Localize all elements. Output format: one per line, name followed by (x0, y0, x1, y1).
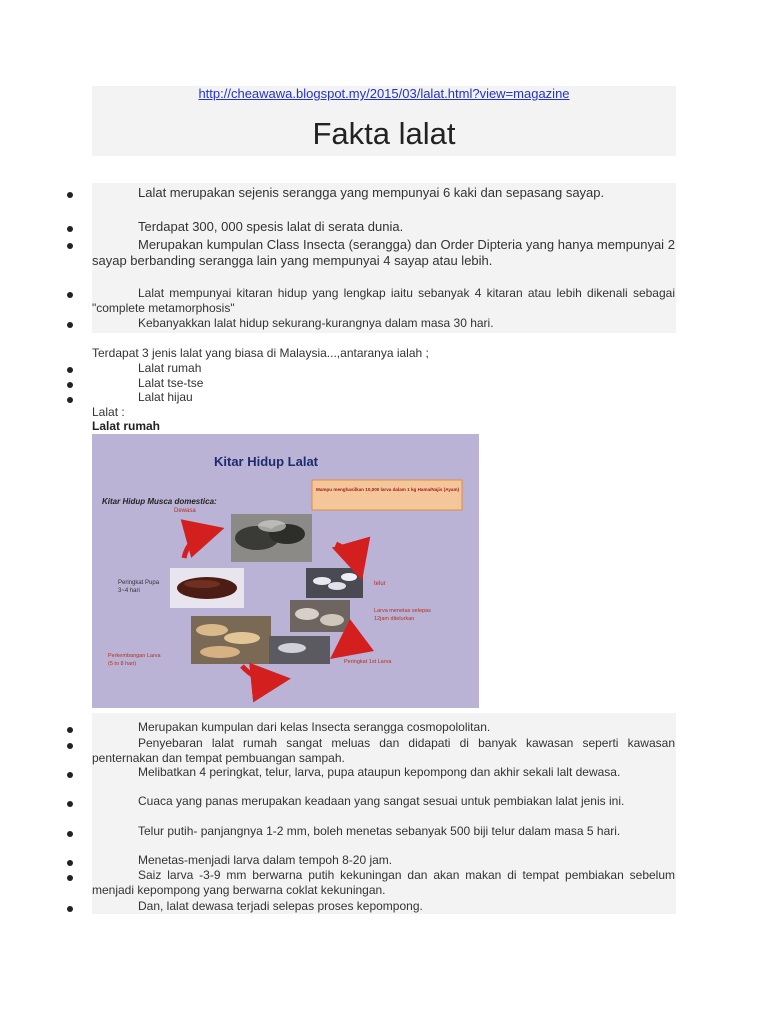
label-larva-dev: Perkembangan Larva (108, 653, 161, 659)
life-cycle-diagram (92, 434, 479, 708)
list-item: Melibatkan 4 peringkat, telur, larva, pupa ataupun kepompong dan akhir sekali lalt dewasa. (138, 765, 621, 779)
label-telur: telur (374, 581, 386, 587)
page-title: Fakta lalat (312, 116, 456, 151)
list-item: Dan, lalat dewasa terjadi selepas proses kepompong. (138, 899, 423, 913)
bullet (67, 382, 73, 388)
bullet (67, 801, 73, 807)
label-larva-hatch-time: 12jam ditelurkan (374, 616, 415, 622)
hatching-larvae-image (290, 600, 350, 632)
bullet (67, 367, 73, 373)
larvae-image (191, 616, 271, 664)
first-larva-image (269, 636, 330, 664)
list-item: Menetas-menjadi larva dalam tempoh 8-20 jam. (138, 853, 393, 867)
eggs-image (306, 568, 363, 598)
bullet (67, 831, 73, 837)
header-box (92, 86, 676, 156)
bullet (67, 292, 73, 298)
label-pupa-time: 3~4 hari (118, 588, 140, 594)
list-item: Lalat hijau (138, 390, 193, 404)
diagram-title: Kitar Hidup Lalat (214, 454, 319, 469)
list-item: Telur putih- panjangnya 1-2 mm, boleh menetas sebanyak 500 biji telur dalam masa 5 hari. (138, 824, 621, 838)
bullet (67, 243, 73, 249)
bullet (67, 906, 73, 912)
adult-fly-image (231, 514, 312, 562)
list-item: Saiz larva -3-9 mm berwarna putih kekuningan dan akan makan di tempat pembiakan sebelum menjadi kepompong yang berwarna coklat kekuningan. (92, 868, 675, 897)
bullet (67, 192, 73, 198)
section-heading: Lalat rumah (92, 419, 161, 433)
source-url-link[interactable]: http://cheawawa.blogspot.my/2015/03/lalat.html?view=magazine (198, 86, 570, 101)
list-item: Lalat mempunyai kitaran hidup yang lengkap iaitu sebanyak 4 kitaran atau lebih dikenali sebagai "complete metamorphosis" (92, 286, 675, 315)
pupa-image (170, 568, 244, 608)
label-larva1: Peringkat 1st Larva (344, 659, 392, 665)
bullet (67, 772, 73, 778)
bullet (67, 743, 73, 749)
bullet (67, 860, 73, 866)
list-item: Merupakan kumpulan dari kelas Insecta serangga cosmopololitan. (138, 720, 491, 734)
label-larva-hatch: Larva menetas selepas (374, 608, 431, 614)
diagram-subtitle: Kitar Hidup Musca domestica: (102, 497, 217, 506)
list-item: Lalat merupakan sejenis serangga yang mempunyai 6 kaki dan sepasang sayap. (138, 185, 605, 200)
lalat-label: Lalat : (92, 405, 125, 419)
list-item: Kebanyakkan lalat hidup sekurang-kurangnya dalam masa 30 hari. (138, 316, 494, 330)
bullet (67, 727, 73, 733)
bullet (67, 226, 73, 232)
bullet (67, 397, 73, 403)
note-text: Mampu menghasilkan 10,000 larva dalam 1 kg Hama/Najis (Ayam) (316, 487, 460, 492)
list-item: Merupakan kumpulan Class Insecta (serangga) dan Order Dipteria yang hanya mempunyai 2 sayap berbanding serangga lain yang mempunyai 4 sayap atau lebih. (92, 237, 675, 268)
list-item: Terdapat 300, 000 spesis lalat di serata dunia. (138, 219, 404, 234)
list-item: Lalat rumah (138, 361, 202, 375)
label-dewasa: Dewasa (174, 508, 196, 514)
list-item: Cuaca yang panas merupakan keadaan yang sangat sesuai untuk pembiakan lalat jenis ini. (138, 794, 625, 808)
label-pupa: Peringkat Pupa (118, 580, 160, 586)
note-box (312, 480, 462, 510)
types-intro: Terdapat 3 jenis lalat yang biasa di Malaysia...,antaranya ialah ; (92, 346, 429, 360)
bullet (67, 875, 73, 881)
label-larva-dev-time: (5 to 8 hari) (108, 661, 137, 667)
list-item: Penyebaran lalat rumah sangat meluas dan didapati di banyak kawasan seperti kawasan penternakan dan tempat pembuangan sampah. (92, 736, 675, 765)
list-item: Lalat tse-tse (138, 376, 204, 390)
bullet (67, 322, 73, 328)
